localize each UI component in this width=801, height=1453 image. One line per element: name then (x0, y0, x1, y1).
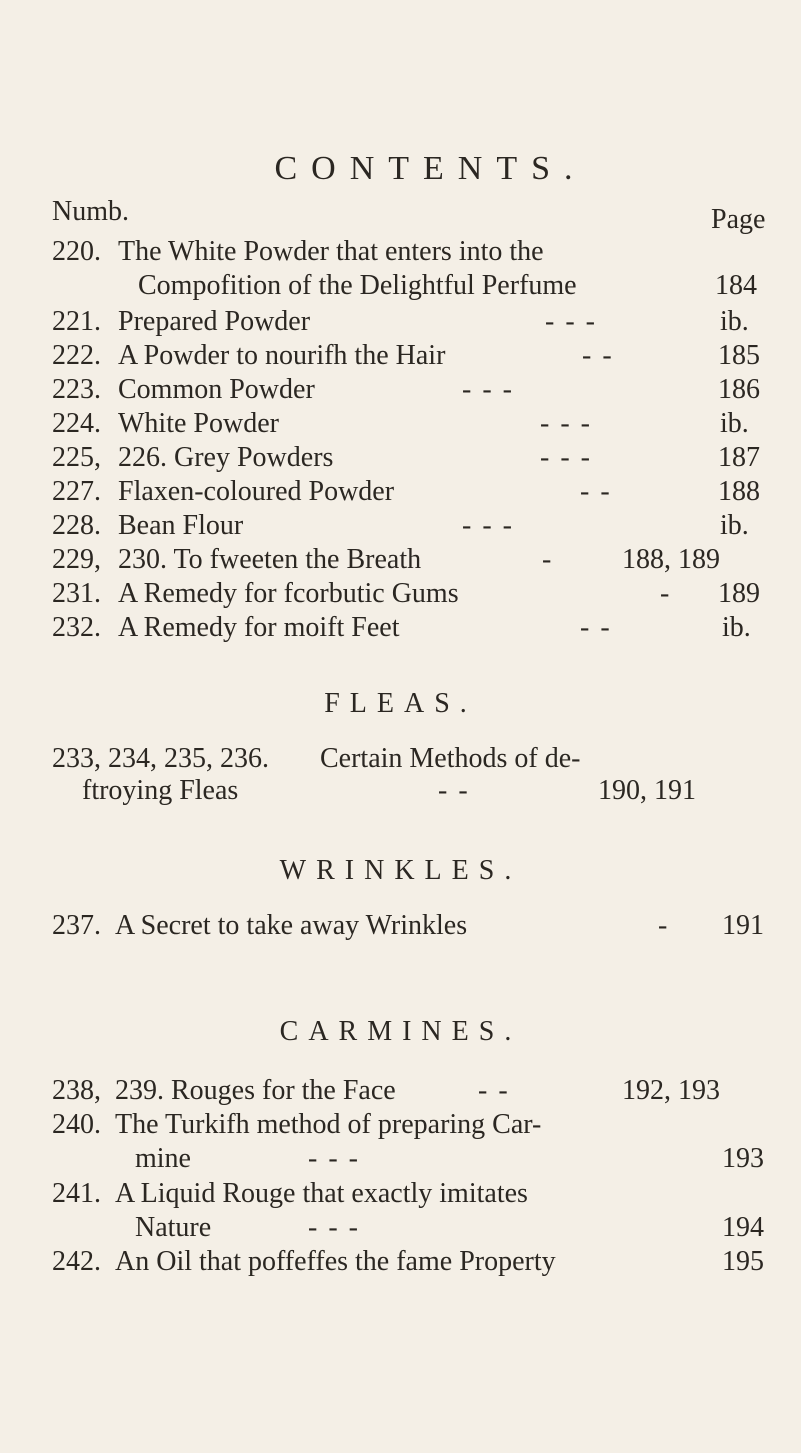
leader-dashes: - - - (462, 510, 514, 541)
entry-page: 188 (718, 476, 760, 507)
entry-number: 221. (52, 306, 101, 337)
entry-page: ib. (722, 612, 751, 643)
entry-row (0, 612, 801, 652)
entry-number: 237. (52, 910, 101, 941)
leader-dashes: - - (582, 340, 614, 371)
entry-title: 230. To fweeten the Breath (118, 544, 422, 575)
entry-title: 226. Grey Powders (118, 442, 334, 473)
entry-page: 188, 189 (622, 544, 720, 575)
entry-title: An Oil that poffeffes the fame Property (115, 1246, 556, 1277)
entry-number: 224. (52, 408, 101, 439)
leader-dashes: - - - (540, 442, 592, 473)
section-heading-carmines: CARMINES. (279, 1016, 522, 1047)
entry-title: mine (135, 1143, 191, 1174)
entry-page: 195 (722, 1246, 764, 1277)
entry-page: 186 (718, 374, 760, 405)
page-column-label: Page (711, 204, 766, 235)
entry-number: 227. (52, 476, 101, 507)
entry-number: 228. (52, 510, 101, 541)
entry-title: A Secret to take away Wrinkles (115, 910, 468, 941)
entry-page: 189 (718, 578, 760, 609)
entry-number: 241. (52, 1178, 101, 1209)
entry-page: 187 (718, 442, 760, 473)
entry-title: The White Powder that enters into the (118, 236, 544, 267)
entry-page: 194 (722, 1212, 764, 1243)
entry-row (0, 910, 801, 950)
entry-title: A Powder to nourifh the Hair (118, 340, 446, 371)
entry-number: 238, (52, 1075, 101, 1106)
entry-title: A Remedy for fcorbutic Gums (118, 578, 459, 609)
entry-number: 225, (52, 442, 101, 473)
entry-title: Flaxen-coloured Powder (118, 476, 395, 507)
entry-title: Common Powder (118, 374, 315, 405)
leader-dashes: - - - (540, 408, 592, 439)
leader-dashes: - - (580, 612, 612, 643)
entry-page: 192, 193 (622, 1075, 720, 1106)
leader-dashes: - - - (308, 1212, 360, 1243)
leader-dashes: - (658, 910, 670, 941)
section-heading-fleas: FLEAS. (324, 688, 477, 719)
entry-title: A Remedy for moift Feet (118, 612, 400, 643)
entry-page: ib. (720, 306, 749, 337)
leader-dashes: - - - (308, 1143, 360, 1174)
leader-dashes: - - - (545, 306, 597, 337)
entry-title: White Powder (118, 408, 279, 439)
entry-title: 239. Rouges for the Face (115, 1075, 396, 1106)
leader-dashes: - - (438, 775, 470, 806)
entry-number: 240. (52, 1109, 101, 1140)
entry-title: Compofition of the Delightful Perfume (138, 270, 577, 301)
entry-title: A Liquid Rouge that exactly imitates (115, 1178, 528, 1209)
entry-row (0, 1143, 801, 1183)
entry-number: 232. (52, 612, 101, 643)
entry-number: 229, (52, 544, 101, 575)
entry-row (0, 270, 801, 310)
entry-title: Bean Flour (118, 510, 244, 541)
entry-row (0, 775, 801, 815)
entry-page: ib. (720, 408, 749, 439)
entry-page: 185 (718, 340, 760, 371)
entry-number: 231. (52, 578, 101, 609)
entry-title: Certain Methods of de- (320, 743, 581, 774)
entry-page: 193 (722, 1143, 764, 1174)
entry-row (0, 1246, 801, 1286)
entry-number: 220. (52, 236, 101, 267)
leader-dashes: - (660, 578, 672, 609)
entry-number: 233, 234, 235, 236. (52, 743, 269, 774)
entry-page: ib. (720, 510, 749, 541)
entry-number: 222. (52, 340, 101, 371)
entry-title: ftroying Fleas (82, 775, 239, 806)
leader-dashes: - (542, 544, 554, 575)
entry-title: The Turkifh method of preparing Car- (115, 1109, 542, 1140)
section-heading-wrinkles: WRINKLES. (279, 855, 522, 886)
entry-title: Prepared Powder (118, 306, 311, 337)
page-header: CONTENTS. (274, 150, 587, 187)
numb-column-label: Numb. (52, 196, 129, 227)
entry-page: 191 (722, 910, 764, 941)
leader-dashes: - - - (462, 374, 514, 405)
entry-title: Nature (135, 1212, 212, 1243)
entry-number: 223. (52, 374, 101, 405)
entry-page: 184 (715, 270, 757, 301)
leader-dashes: - - (478, 1075, 510, 1106)
entry-page: 190, 191 (598, 775, 696, 806)
entry-number: 242. (52, 1246, 101, 1277)
leader-dashes: - - (580, 476, 612, 507)
